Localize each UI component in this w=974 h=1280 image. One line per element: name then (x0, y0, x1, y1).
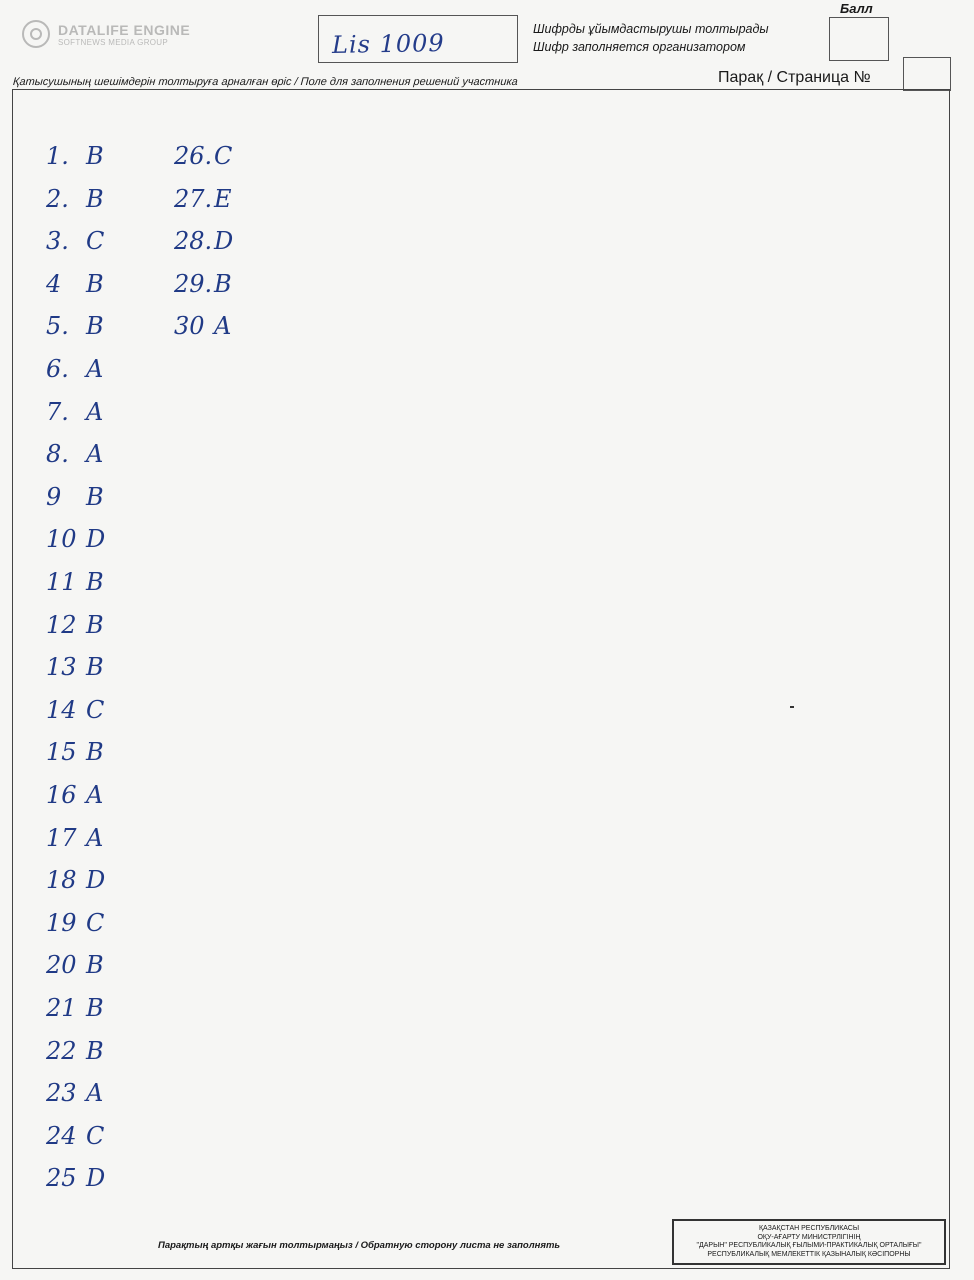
answer-row (46, 398, 103, 426)
stamp-line: ҚАЗАҚСТАН РЕСПУБЛИКАСЫ (758, 1225, 860, 1232)
watermark-title: DATALIFE ENGINE (58, 21, 191, 38)
answer-letter: B (86, 312, 104, 341)
answer-letter: C (86, 1121, 105, 1150)
question-number: 28. (174, 227, 213, 256)
question-number: 17 (46, 823, 77, 852)
stamp-line: "ДАРЫН" РЕСПУБЛИКАЛЫҚ ҒЫЛЫМИ-ПРАКТИКАЛЫҚ ОРТАЛЫҒЫ" (696, 1242, 922, 1249)
answer-row (46, 696, 104, 724)
watermark-subtitle: SOFTNEWS MEDIA GROUP (58, 37, 169, 47)
answer-letter: C (86, 695, 105, 724)
question-number: 2. (46, 184, 69, 213)
question-number: 22 (46, 1036, 77, 1065)
answer-letter: C (86, 908, 105, 937)
answer-letter: A (86, 355, 104, 383)
answer-row (174, 227, 233, 255)
page-number-label: Парақ / Страница № (718, 69, 871, 86)
question-number: 6. (46, 355, 69, 383)
cipher-note-ru: Шифр заполняется организатором (533, 40, 746, 54)
answer-row (46, 653, 104, 681)
score-label: Балл (840, 1, 873, 16)
answer-letter: B (86, 1036, 104, 1065)
answer-row (174, 270, 232, 298)
question-number: 4 (46, 269, 62, 298)
question-number: 20 (46, 951, 77, 980)
question-number: 24 (46, 1121, 77, 1150)
question-number: 10 (46, 525, 77, 554)
answer-letter: A (86, 781, 104, 809)
answer-letter: C (214, 142, 233, 170)
answer-letter: B (86, 738, 104, 767)
answer-row (46, 440, 103, 468)
answer-row (46, 824, 103, 852)
answer-letter: B (214, 269, 232, 298)
answer-letter: B (86, 994, 104, 1022)
answer-letter: B (86, 184, 104, 213)
answer-row (46, 951, 104, 979)
scan-speck (790, 706, 794, 708)
field-label: Қатысушының шешімдерін толтыруға арналған өріс / Поле для заполнения решений участника (12, 76, 519, 88)
question-number: 23 (46, 1079, 77, 1108)
answer-letter: B (86, 653, 104, 682)
answer-letter: D (86, 866, 106, 895)
question-number: 21 (46, 994, 77, 1022)
answer-row (46, 781, 103, 809)
answer-letter: D (86, 525, 106, 554)
answer-letter: D (86, 1164, 106, 1193)
question-number: 9 (46, 482, 62, 511)
question-number: 5. (46, 312, 69, 341)
question-number: 26. (174, 142, 213, 170)
answer-row (46, 1164, 105, 1192)
answer-row (46, 1122, 104, 1150)
answer-row (46, 185, 104, 213)
answer-letter: B (86, 568, 104, 596)
question-number: 1. (46, 142, 69, 170)
question-number: 11 (46, 568, 77, 596)
answer-letter: A (86, 397, 104, 426)
question-number: 16 (46, 781, 77, 809)
answer-letter: A (86, 440, 104, 469)
answer-row (46, 866, 105, 894)
cipher-note (533, 20, 769, 56)
question-number: 12 (46, 610, 77, 639)
question-number: 25 (46, 1164, 77, 1193)
answer-row (46, 525, 105, 553)
organization-stamp (672, 1219, 946, 1265)
footer-note: Парақтың артқы жағын толтырмаңыз / Обратную сторону листа не заполнять (158, 1240, 561, 1251)
question-number: 3. (46, 227, 69, 256)
question-number: 14 (46, 695, 77, 724)
answer-row (46, 270, 104, 298)
watermark (22, 20, 190, 48)
answer-row (46, 568, 104, 596)
question-number: 15 (46, 738, 77, 767)
question-number: 30 (174, 312, 205, 341)
answer-letter: B (86, 269, 104, 298)
question-number: 13 (46, 653, 77, 682)
answer-row (46, 483, 104, 511)
answer-row (46, 611, 104, 639)
answer-letter: D (214, 227, 234, 256)
cipher-value: Lis 1009 (331, 29, 445, 59)
solution-field (12, 89, 950, 1269)
answer-row (46, 1037, 104, 1065)
answer-letter: E (214, 184, 232, 213)
question-number: 29. (174, 269, 213, 298)
question-number: 18 (46, 866, 77, 895)
score-box (829, 17, 889, 61)
answer-row (46, 738, 104, 766)
question-number: 27. (174, 184, 213, 213)
answer-row (46, 355, 103, 383)
question-number: 8. (46, 440, 69, 469)
answer-letter: B (86, 482, 104, 511)
stamp-line: ОҚУ-АҒАРТУ МИНИСТРЛІГІНІҢ (757, 1233, 861, 1241)
answer-letter: A (214, 312, 232, 341)
answer-letter: B (86, 142, 104, 170)
answer-row (46, 1079, 103, 1107)
stamp-line: РЕСПУБЛИКАЛЫҚ МЕМЛЕКЕТТІК ҚАЗЫНАЛЫҚ КӘСІПОРНЫ (707, 1250, 911, 1258)
answer-letter: C (86, 227, 105, 256)
answer-row (46, 312, 104, 340)
watermark-logo-icon (22, 20, 50, 48)
answer-row (174, 185, 232, 213)
answer-letter: B (86, 610, 104, 639)
answer-row (46, 142, 104, 170)
answer-row (46, 994, 104, 1022)
answer-row (174, 142, 232, 170)
question-number: 7. (46, 397, 69, 426)
cipher-note-kz: Шифрды ұйымдастырушы толтырады (533, 22, 769, 36)
answer-row (46, 909, 104, 937)
answer-letter: B (86, 951, 104, 980)
answer-row (174, 312, 231, 340)
page-number-box (903, 57, 951, 91)
answer-letter: A (86, 823, 104, 852)
answer-row (46, 227, 104, 255)
question-number: 19 (46, 908, 77, 937)
answer-letter: A (86, 1079, 104, 1108)
